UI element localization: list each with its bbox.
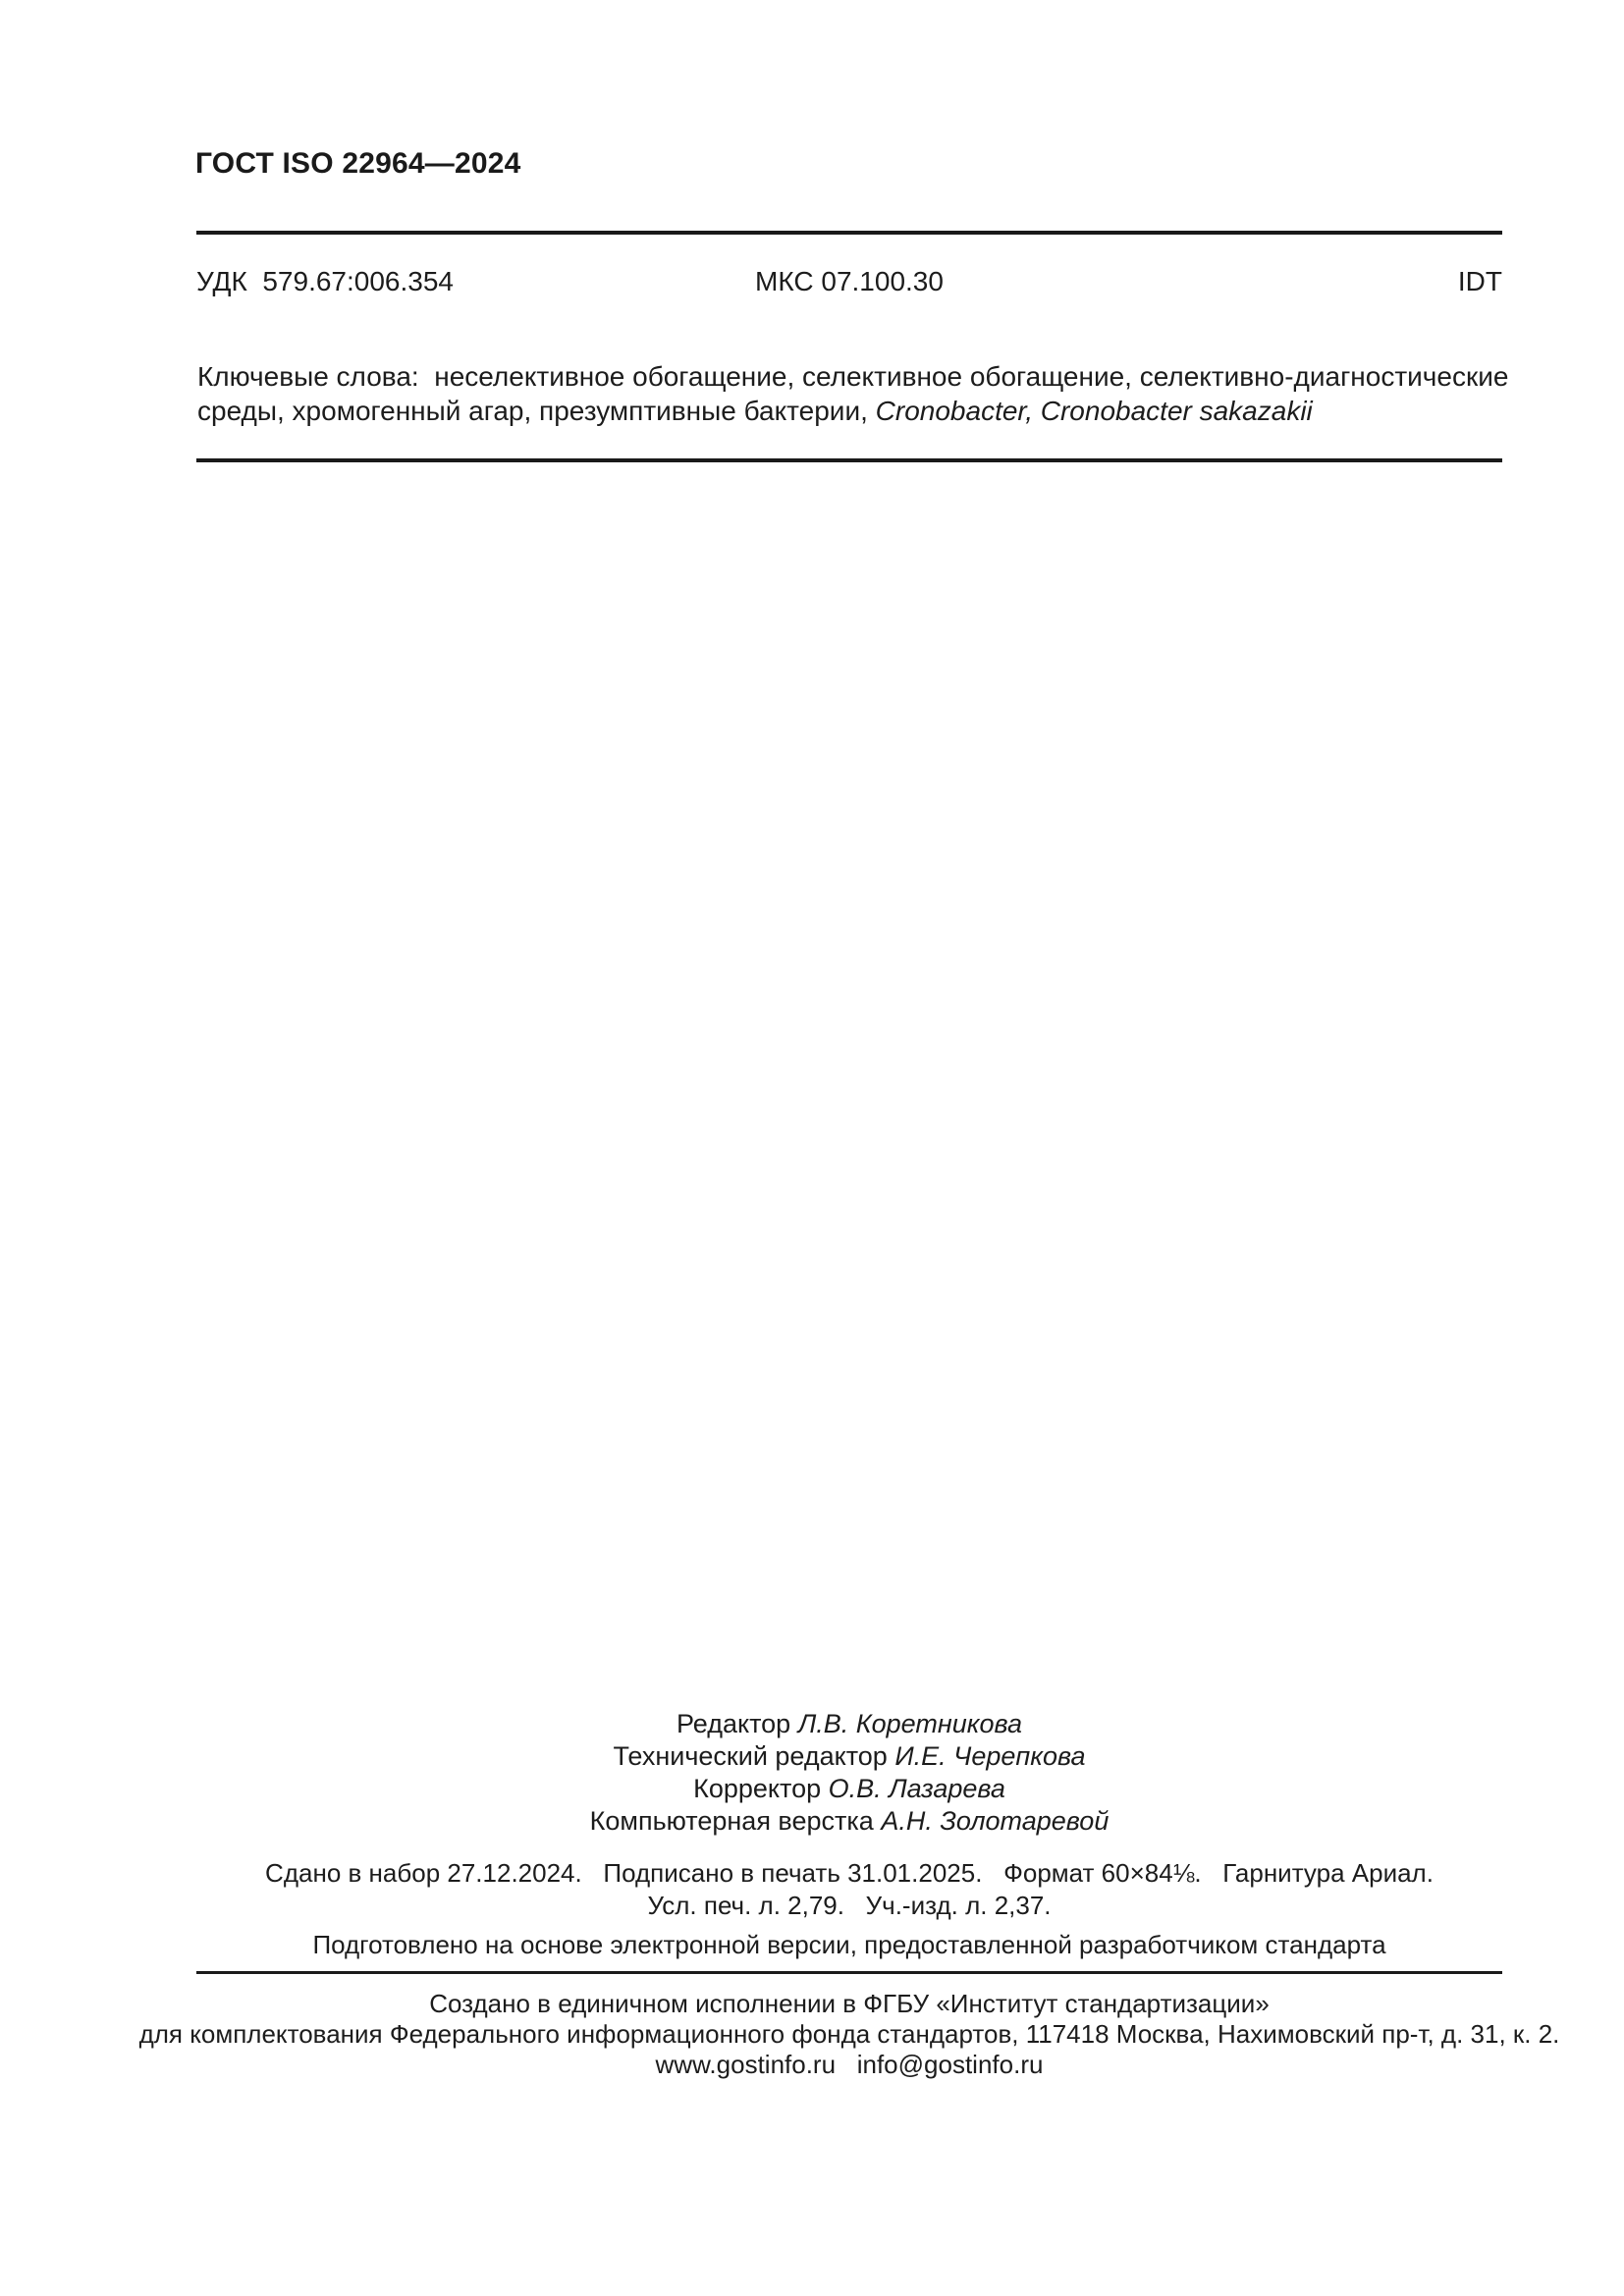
credit-line-layout [196, 1805, 1502, 1838]
credits-block [196, 1708, 1502, 1838]
keywords-line-1: Ключевые слова: неселективное обогащение, селективное обогащение, селективно-диагностические [197, 361, 1509, 392]
credit-role: Компьютерная верстка [589, 1806, 882, 1836]
footer-contacts: www.gostinfo.ru info@gostinfo.ru [655, 2050, 1044, 2079]
footer-line-1: Создано в единичном исполнении в ФГБУ «Институт стандартизации» [429, 1989, 1270, 2018]
imprint-line-2: Усл. печ. л. 2,79. Уч.-изд. л. 2,37. [647, 1891, 1052, 1920]
credit-line-editor [196, 1708, 1502, 1740]
credit-line-proofreader [196, 1773, 1502, 1805]
idt-marker: IDT [1457, 266, 1502, 296]
imprint-block [196, 1857, 1502, 1922]
header-divider-rule [196, 231, 1502, 235]
udk-code: УДК 579.67:006.354 [196, 266, 454, 296]
classification-row [196, 266, 1502, 299]
footer-block [98, 1989, 1600, 2080]
credit-name: И.Е. Черепкова [894, 1741, 1086, 1771]
credit-line-technical-editor [196, 1740, 1502, 1773]
credit-role: Редактор [676, 1709, 798, 1738]
prepared-note: Подготовлено на основе электронной версии, предоставленной разработчиком стандарта [312, 1930, 1386, 1959]
credit-role: Технический редактор [613, 1741, 895, 1771]
imprint-line-1: Сдано в набор 27.12.2024. Подписано в печать 31.01.2025. Формат 60×84⅛. Гарнитура Ариал. [265, 1858, 1434, 1888]
keywords-species-italic: Cronobacter, Cronobacter sakazakii [875, 396, 1313, 426]
keywords-line-2 [197, 394, 1503, 428]
doc-code-header: ГОСТ ISO 22964—2024 [195, 147, 521, 180]
keywords-paragraph [197, 359, 1509, 428]
keywords-divider-rule [196, 458, 1502, 462]
credit-name: А.Н. Золотаревой [881, 1806, 1110, 1836]
mks-code: МКС 07.100.30 [755, 266, 944, 296]
credit-name: Л.В. Коретникова [797, 1709, 1023, 1738]
keywords-line-2-text: среды, хромогенный агар, презумптивные бактерии, [197, 396, 876, 426]
credit-name: О.В. Лазарева [828, 1774, 1005, 1803]
footer-line-2: для комплектования Федерального информационного фонда стандартов, 117418 Москва, Нахимовский пр-т, д. 31, к. 2. [138, 2019, 1560, 2049]
credit-role: Корректор [693, 1774, 829, 1803]
footer-divider-rule [196, 1971, 1502, 1974]
